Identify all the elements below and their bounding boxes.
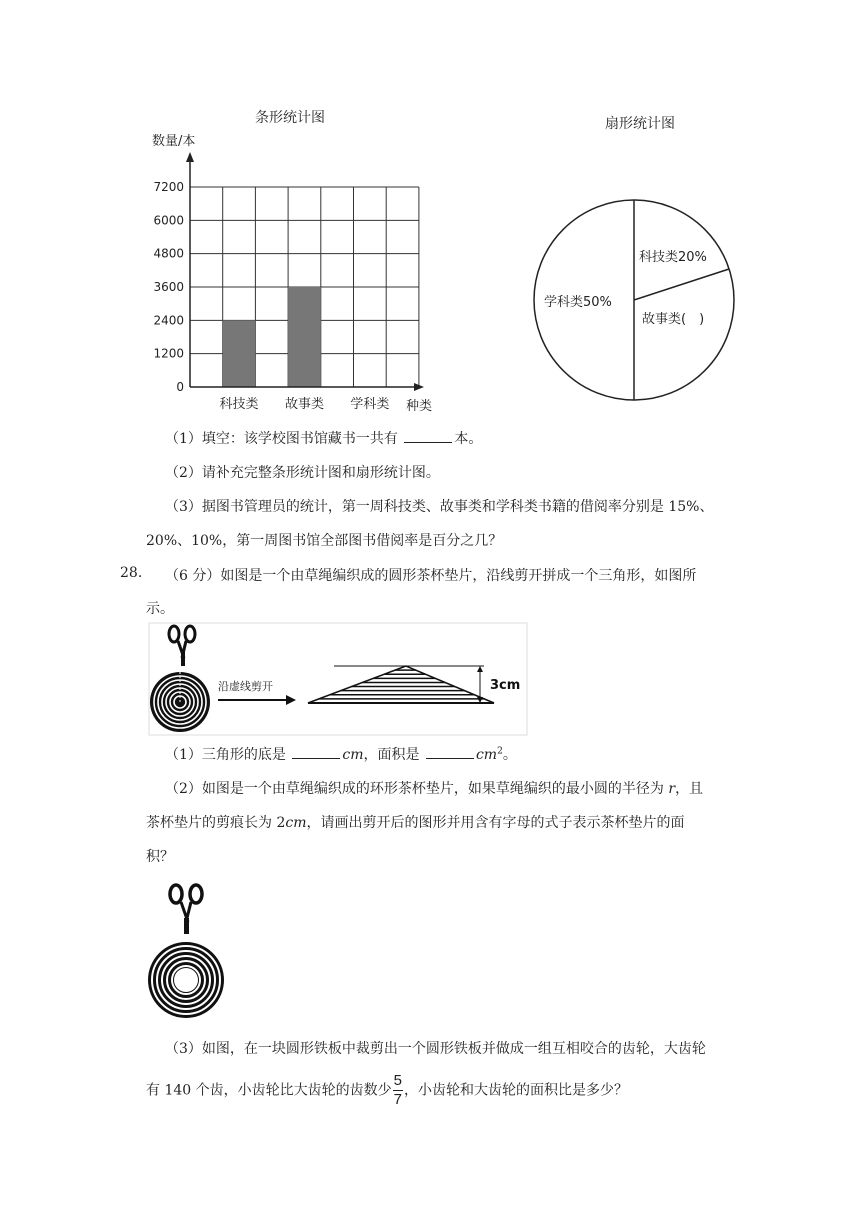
cut-instruction-label: 沿虚线剪开 xyxy=(218,680,273,693)
pie-label-subject: 学科类50% xyxy=(544,295,612,310)
bar-2 xyxy=(288,287,321,387)
q27-part1: （1）填空：该学校图书馆藏书一共有 本。 xyxy=(165,428,482,448)
q28-part2-line2: 茶杯垫片的剪痕长为 2cm，请画出剪开后的图形并用含有字母的式子表示茶杯垫片的面 xyxy=(146,815,685,831)
y-tick-label: 4800 xyxy=(153,246,184,261)
y-tick-label: 3600 xyxy=(153,280,184,294)
q28-part2-line3: 积？ xyxy=(146,849,174,865)
height-label: 3cm xyxy=(490,678,521,693)
q28-stem-line2: 示。 xyxy=(146,601,174,617)
y-tick-label: 7200 xyxy=(153,180,184,194)
bar-chart-title: 条形统计图 xyxy=(255,110,325,126)
bar-chart xyxy=(148,104,448,416)
ring-coaster xyxy=(148,942,224,1018)
x-category-label: 科技类 xyxy=(219,397,259,412)
q28-part3-line2: 有 140 个齿，小齿轮比大齿轮的齿数少 $\frac{5}{7}$ ，小齿轮和大齿轮的面积比是多少？ xyxy=(146,1072,628,1108)
answer-blank-base[interactable] xyxy=(292,744,340,759)
bar-chart-xlabel: 种类 xyxy=(406,399,433,414)
round-coaster xyxy=(150,672,210,732)
y-tick-label: 6000 xyxy=(153,213,184,228)
pie-chart-title: 扇形统计图 xyxy=(605,116,675,132)
pie-label-story: 故事类( ) xyxy=(642,312,705,327)
bar-chart-ylabel: 数量/本 xyxy=(152,134,196,149)
x-category-label: 故事类 xyxy=(284,397,324,412)
x-category-label: 学科类 xyxy=(350,397,390,412)
pie-chart xyxy=(526,108,740,408)
q28-part1: （1）三角形的底是 cm，面积是 $cm^2$。 xyxy=(165,744,517,764)
q28-part2-line1: （2）如图是一个由草绳编织成的环形茶杯垫片，如果草绳编织的最小圆的半径为 r，且 xyxy=(165,781,704,797)
y-axis-arrow xyxy=(186,152,194,162)
pie-label-tech: 科技类20% xyxy=(639,250,707,265)
q27-part2: （2）请补充完整条形统计图和扇形统计图。 xyxy=(165,465,440,481)
q28-number: 28. xyxy=(120,565,143,581)
q28-stem-line1: （6 分）如图是一个由草绳编织成的圆形茶杯垫片，沿线剪开拼成一个三角形，如图所 xyxy=(165,568,697,584)
q28-part3-line1: （3）如图，在一块圆形铁板中裁剪出一个圆形铁板并做成一组互相咬合的齿轮，大齿轮 xyxy=(165,1041,706,1057)
coaster-triangle-figure xyxy=(148,622,528,736)
y-tick-label: 1200 xyxy=(153,346,184,361)
ring-coaster-figure xyxy=(146,876,228,1020)
y-tick-label: 0 xyxy=(176,380,184,394)
q27-part3-line1: （3）据图书管理员的统计，第一周科技类、故事类和学科类书籍的借阅率分别是 15%、 xyxy=(165,499,714,515)
q27-part3-line2: 20%、10%，第一周图书馆全部图书借阅率是百分之几？ xyxy=(146,533,503,549)
answer-blank[interactable] xyxy=(404,428,452,443)
y-tick-label: 2400 xyxy=(153,313,184,328)
scissors-icon xyxy=(170,885,202,934)
answer-blank-area[interactable] xyxy=(426,744,474,759)
fraction-five-sevenths: $\frac{5}{7}$ xyxy=(393,1072,402,1108)
bar-1 xyxy=(223,320,256,387)
